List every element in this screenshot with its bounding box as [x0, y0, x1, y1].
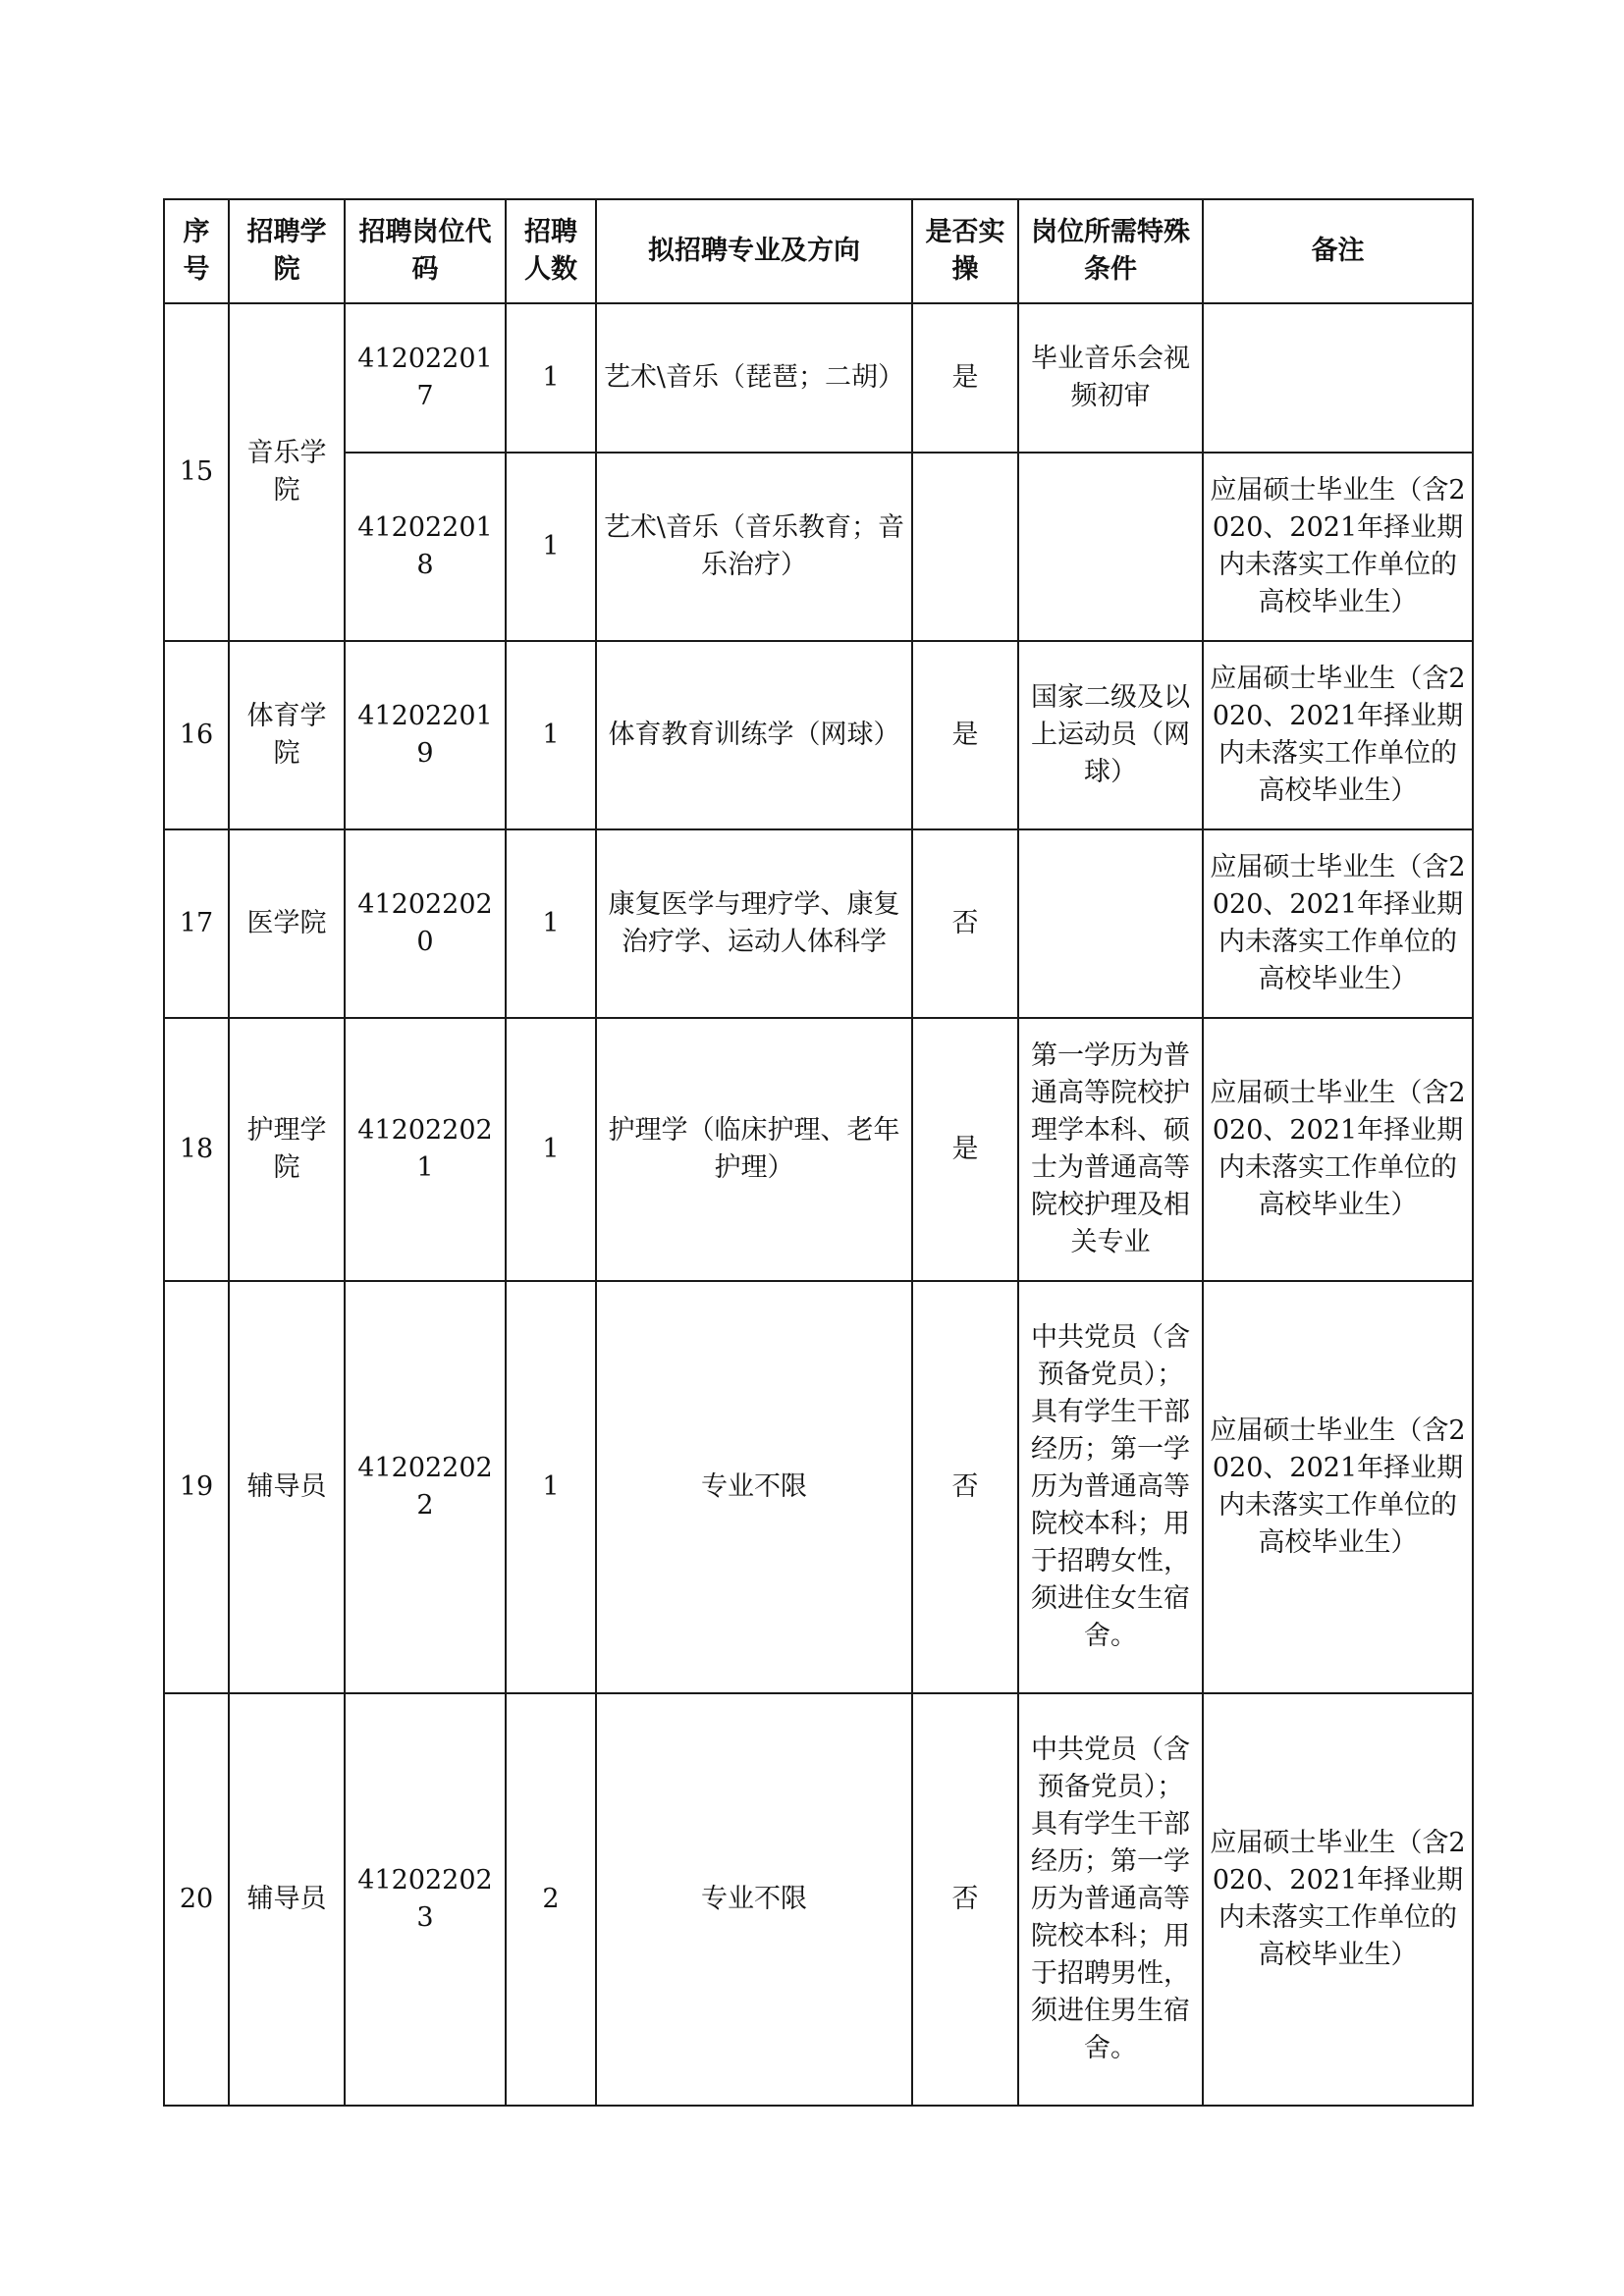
table-header-row [164, 199, 1473, 303]
cell-conditions: 中共党员（含预备党员）；具有学生干部经历；第一学历为普通高等院校本科；用于招聘女性，须进住女生宿舍。 [1018, 1281, 1203, 1693]
cell-seq: 15 [164, 303, 229, 641]
cell-seq: 19 [164, 1281, 229, 1693]
header-conditions: 岗位所需特殊条件 [1018, 199, 1203, 303]
cell-major: 体育教育训练学（网球） [596, 641, 912, 829]
cell-count: 1 [506, 829, 596, 1018]
table-row [164, 1693, 1473, 2106]
header-count: 招聘人数 [506, 199, 596, 303]
cell-code: 412022020 [345, 829, 506, 1018]
header-seq: 序号 [164, 199, 229, 303]
table-row [164, 303, 1473, 453]
cell-code: 412022023 [345, 1693, 506, 2106]
cell-major: 康复医学与理疗学、康复治疗学、运动人体科学 [596, 829, 912, 1018]
cell-seq: 16 [164, 641, 229, 829]
cell-conditions [1018, 453, 1203, 641]
cell-seq: 20 [164, 1693, 229, 2106]
table-row [164, 453, 1473, 641]
cell-count: 2 [506, 1693, 596, 2106]
cell-note: 应届硕士毕业生（含2020、2021年择业期内未落实工作单位的高校毕业生） [1203, 829, 1473, 1018]
cell-practical: 是 [912, 303, 1018, 453]
header-code: 招聘岗位代码 [345, 199, 506, 303]
cell-college: 辅导员 [229, 1281, 345, 1693]
cell-count: 1 [506, 1281, 596, 1693]
cell-practical: 否 [912, 829, 1018, 1018]
cell-conditions: 第一学历为普通高等院校护理学本科、硕士为普通高等院校护理及相关专业 [1018, 1018, 1203, 1281]
cell-count: 1 [506, 641, 596, 829]
cell-note: 应届硕士毕业生（含2020、2021年择业期内未落实工作单位的高校毕业生） [1203, 1693, 1473, 2106]
cell-college: 医学院 [229, 829, 345, 1018]
table-row [164, 1281, 1473, 1693]
cell-count: 1 [506, 1018, 596, 1281]
cell-practical: 是 [912, 641, 1018, 829]
cell-note: 应届硕士毕业生（含2020、2021年择业期内未落实工作单位的高校毕业生） [1203, 1018, 1473, 1281]
cell-practical [912, 453, 1018, 641]
cell-conditions: 毕业音乐会视频初审 [1018, 303, 1203, 453]
cell-college: 辅导员 [229, 1693, 345, 2106]
cell-note: 应届硕士毕业生（含2020、2021年择业期内未落实工作单位的高校毕业生） [1203, 641, 1473, 829]
cell-note [1203, 303, 1473, 453]
cell-major: 护理学（临床护理、老年护理） [596, 1018, 912, 1281]
cell-conditions: 国家二级及以上运动员（网球） [1018, 641, 1203, 829]
cell-code: 412022022 [345, 1281, 506, 1693]
cell-code: 412022018 [345, 453, 506, 641]
header-practical: 是否实操 [912, 199, 1018, 303]
cell-note: 应届硕士毕业生（含2020、2021年择业期内未落实工作单位的高校毕业生） [1203, 1281, 1473, 1693]
cell-count: 1 [506, 453, 596, 641]
cell-practical: 否 [912, 1281, 1018, 1693]
table-row [164, 641, 1473, 829]
cell-practical: 是 [912, 1018, 1018, 1281]
header-note: 备注 [1203, 199, 1473, 303]
cell-note: 应届硕士毕业生（含2020、2021年择业期内未落实工作单位的高校毕业生） [1203, 453, 1473, 641]
cell-major: 艺术\音乐（音乐教育；音乐治疗） [596, 453, 912, 641]
header-major: 拟招聘专业及方向 [596, 199, 912, 303]
cell-seq: 18 [164, 1018, 229, 1281]
table-row [164, 829, 1473, 1018]
cell-code: 412022017 [345, 303, 506, 453]
cell-college: 音乐学院 [229, 303, 345, 641]
cell-major: 艺术\音乐（琵琶；二胡） [596, 303, 912, 453]
cell-seq: 17 [164, 829, 229, 1018]
cell-major: 专业不限 [596, 1281, 912, 1693]
cell-count: 1 [506, 303, 596, 453]
cell-college: 护理学院 [229, 1018, 345, 1281]
cell-conditions [1018, 829, 1203, 1018]
cell-college: 体育学院 [229, 641, 345, 829]
table-row [164, 1018, 1473, 1281]
cell-code: 412022021 [345, 1018, 506, 1281]
recruitment-table [163, 198, 1474, 2107]
cell-conditions: 中共党员（含预备党员）；具有学生干部经历；第一学历为普通高等院校本科；用于招聘男性，须进住男生宿舍。 [1018, 1693, 1203, 2106]
cell-major: 专业不限 [596, 1693, 912, 2106]
cell-practical: 否 [912, 1693, 1018, 2106]
header-college: 招聘学院 [229, 199, 345, 303]
cell-code: 412022019 [345, 641, 506, 829]
